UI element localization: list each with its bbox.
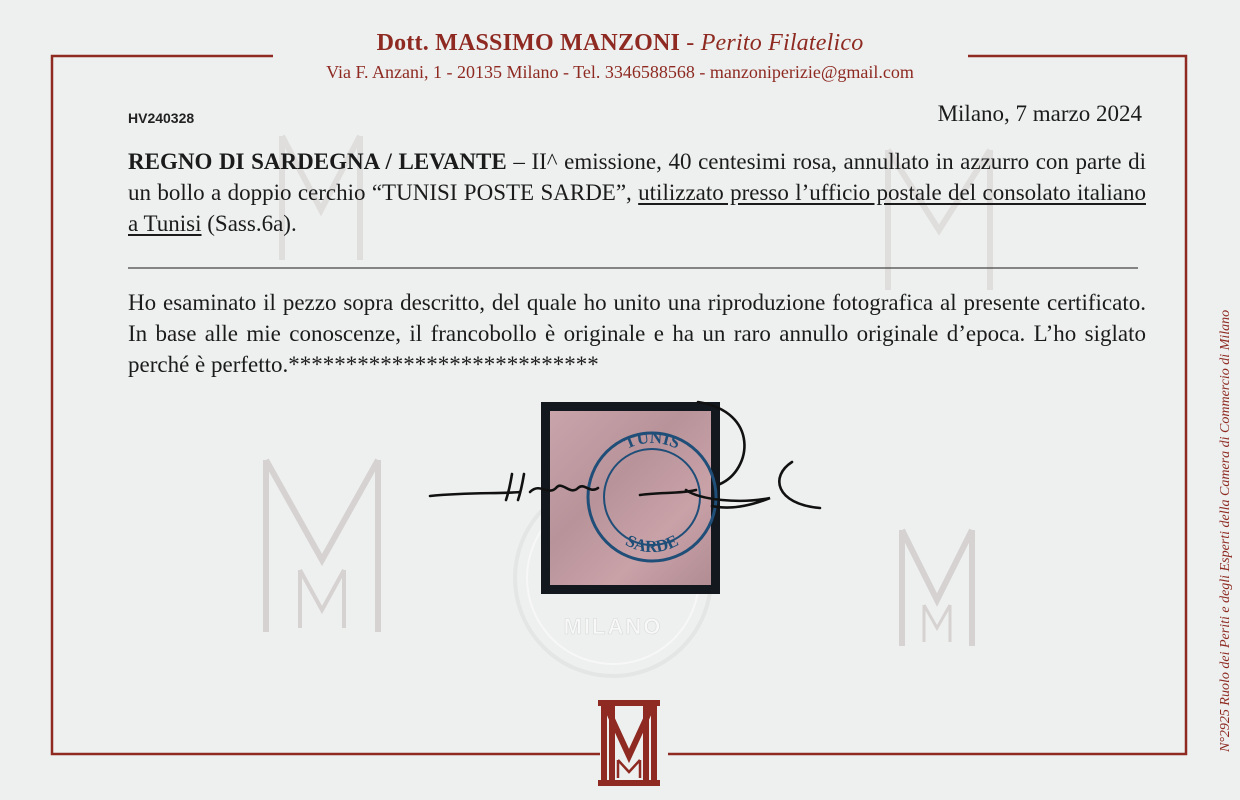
cancel-lower-text: SARDE [622,530,682,557]
stamp-face [550,411,711,585]
expert-registry-note: N°2925 Ruolo dei Periti e degli Esperti della Camera di Commercio di Milano [1218,309,1233,752]
cancel-upper-text: TUNIS [621,427,683,453]
description-text: – II^ emissione, 40 centesimi rosa, annullato in azzurro con parte di un bollo a doppio cerchio “TUNISI POSTE SARDE”, [128,149,1146,205]
watermark-m-right [902,530,972,646]
description-usage: utilizzato presso l’ufficio postale del consolato italiano a Tunisi [128,180,1146,236]
stamp-image [541,402,720,594]
expert-role: - Perito Filatelico [680,30,864,56]
letterhead [0,28,1240,84]
expert-opinion: Ho esaminato il pezzo sopra descritto, del quale ho unito una riproduzione fotografica al presente certificato. In base alle mie conoscenze, il francobollo è originale e ha un raro annullo originale d’epoca. L’ho siglato perché è perfetto.*************************** [128,290,1146,377]
expert-title [0,28,1240,58]
watermark-m-left [266,460,378,632]
certificate-date: Milano, 7 marzo 2024 [937,101,1142,126]
seal-city-text: MILANO [563,614,663,639]
stamp-description [128,146,1146,239]
contact-line: Via F. Anzani, 1 - 20135 Milano - Tel. 3346588568 - manzoniperizie@gmail.com [326,62,914,82]
bottom-monogram-logo [598,700,660,786]
description-catalogue: (Sass.6a). [201,211,297,236]
certificate-reference: HV240328 [128,110,195,126]
description-title: REGNO DI SARDEGNA / LEVANTE [128,149,507,174]
expert-name: Dott. MASSIMO MANZONI [376,30,681,56]
